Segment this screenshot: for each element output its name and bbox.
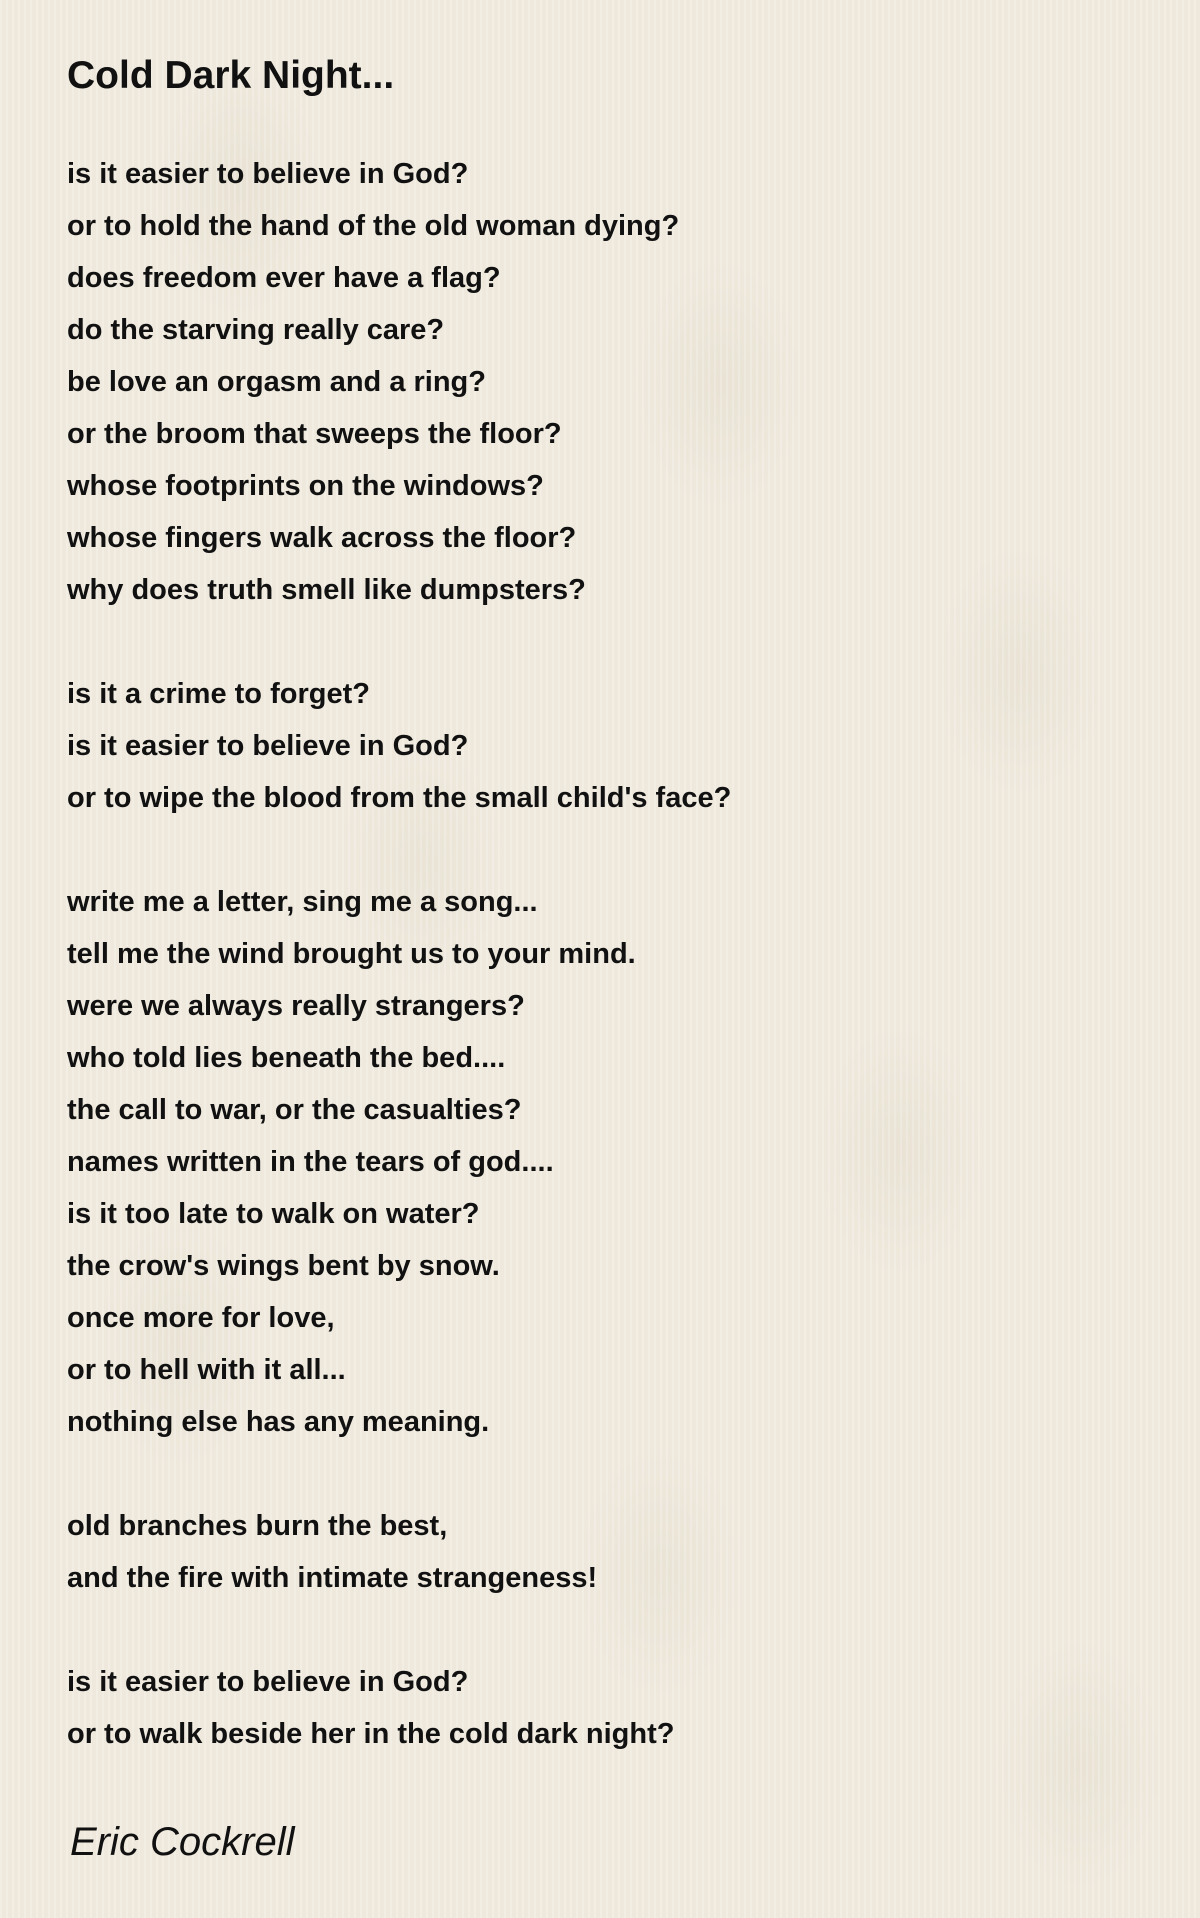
- poem-line: and the fire with intimate strangeness!: [67, 1562, 598, 1594]
- stanza: [67, 1656, 731, 1760]
- poem-line: were we always really strangers?: [67, 990, 525, 1022]
- poem-line: or to wipe the blood from the small child's face?: [67, 782, 732, 814]
- poem-line: or to hold the hand of the old woman dying?: [67, 210, 680, 242]
- poem-line: who told lies beneath the bed....: [67, 1042, 506, 1074]
- stanza: [67, 668, 731, 824]
- stanza: [67, 876, 731, 1448]
- poem-title: Cold Dark Night...: [67, 54, 395, 97]
- poem-line: why does truth smell like dumpsters?: [67, 574, 586, 606]
- poem-line: once more for love,: [67, 1302, 335, 1334]
- poem-line: is it a crime to forget?: [67, 678, 370, 710]
- stanza: [67, 148, 731, 616]
- stanza: [67, 1500, 731, 1604]
- poem-line: is it easier to believe in God?: [67, 158, 469, 190]
- poem-line: or to walk beside her in the cold dark night?: [67, 1718, 675, 1750]
- poem-line: be love an orgasm and a ring?: [67, 366, 486, 398]
- poem-line: or the broom that sweeps the floor?: [67, 418, 562, 450]
- poem-line: nothing else has any meaning.: [67, 1406, 490, 1438]
- poem-line: old branches burn the best,: [67, 1510, 448, 1542]
- poem-line: does freedom ever have a flag?: [67, 262, 501, 294]
- poem-line: the call to war, or the casualties?: [67, 1094, 522, 1126]
- poem-line: do the starving really care?: [67, 314, 445, 346]
- poem-body: [67, 148, 731, 1812]
- poem-line: tell me the wind brought us to your mind.: [67, 938, 636, 970]
- poem-line: the crow's wings bent by snow.: [67, 1250, 500, 1282]
- poem-line: is it too late to walk on water?: [67, 1198, 480, 1230]
- poem-line: names written in the tears of god....: [67, 1146, 554, 1178]
- poem-line: whose footprints on the windows?: [67, 470, 544, 502]
- poem-author: Eric Cockrell: [70, 1820, 295, 1864]
- poem-line: is it easier to believe in God?: [67, 730, 469, 762]
- poem-line: or to hell with it all...: [67, 1354, 346, 1386]
- poem-line: write me a letter, sing me a song...: [67, 886, 538, 918]
- poem-line: whose fingers walk across the floor?: [67, 522, 577, 554]
- poem-line: is it easier to believe in God?: [67, 1666, 469, 1698]
